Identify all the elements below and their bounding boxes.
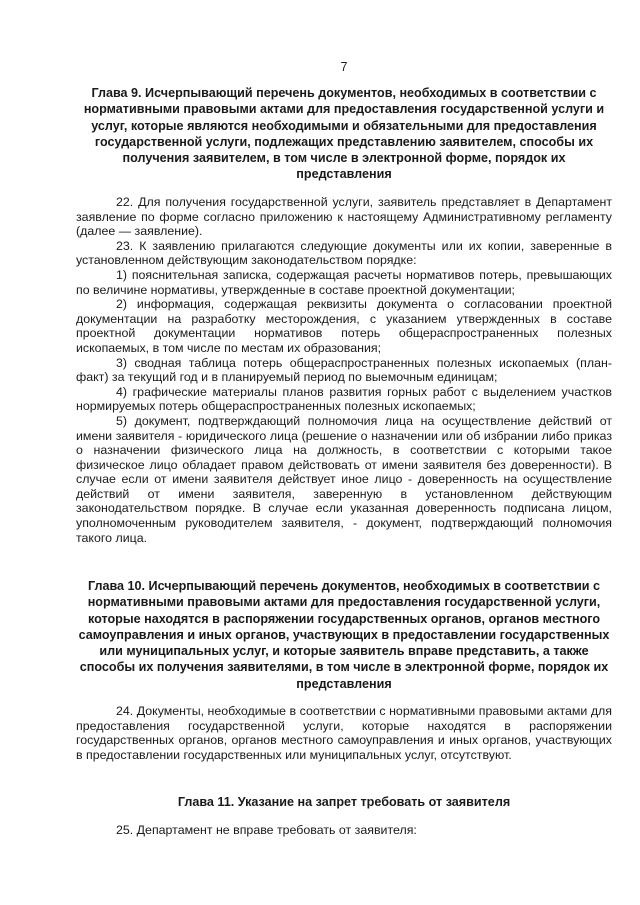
- chapter-10-heading: Глава 10. Исчерпывающий перечень документов, необходимых в соответствии с нормативными правовыми актами для предоставления государственной услуги, которые находятся в распоряжении государственных органов, органов местного самоуправления и иных органов, участвующих в предоставлении государственных или муниципальных услуг, и которые заявитель вправе представить, а также способы их получения заявителями, в том числе в электронной форме, порядок их представления: [78, 579, 610, 691]
- list-item: 3) сводная таблица потерь общераспространенных полезных ископаемых (план-факт) за текущий год и в планируемый период по выемочным единицам;: [76, 355, 612, 385]
- list-item: 1) пояснительная записка, содержащая расчеты нормативов потерь, превышающих по величине нормативы, утвержденные в составе проектной документации;: [76, 267, 612, 297]
- list-item: 2) информация, содержащая реквизиты документа о согласовании проектной документации на разработку месторождения, с указанием утвержденных в составе проектной документации нормативов потерь общераспространенных полезных ископаемых, в том числе по местам их образования;: [76, 297, 612, 355]
- chapter-10-body: [76, 704, 612, 762]
- chapter-11-section: [76, 794, 612, 810]
- paragraph-22: 22. Для получения государственной услуги, заявитель представляет в Департамент заявление по форме согласно приложению к настоящему Административному регламенту (далее — заявление).: [76, 195, 612, 239]
- chapter-9-heading: Глава 9. Исчерпывающий перечень документов, необходимых в соответствии с нормативными правовыми актами для предоставления государственной услуги и услуг, которые являются необходимыми и обязательными для предоставления государственной услуги, подлежащих представлению заявителем, способы их получения заявителем, в том числе в электронной форме, порядок их представления: [83, 86, 605, 182]
- paragraph-23: 23. К заявлению прилагаются следующие документы или их копии, заверенные в установленном действующим законодательством порядке:: [76, 238, 612, 268]
- chapter-9-body: [76, 195, 612, 545]
- chapter-10-section: [76, 578, 612, 692]
- chapter-9-section: [76, 85, 612, 183]
- list-item: 5) документ, подтверждающий полномочия лица на осуществление действий от имени заявителя - юридического лица (решение о назначении или об избрании либо приказ о назначении физического лица на должность, в соответствии с которыми такое физическое лицо обладает правом действовать от имени заявителя без доверенности). В случае если от имени заявителя действует иное лицо - доверенность на осуществление действий от имени заявителя, заверенную в установленном действующим законодательством порядке. В случае если указанная доверенность подписана лицом, уполномоченным руководителем заявителя, - документ, подтверждающий полномочия такого лица.: [76, 413, 612, 545]
- paragraph-24: 24. Документы, необходимые в соответствии с нормативными правовыми актами для предоставления государственной услуги, которые находятся в распоряжении государственных органов, органов местного самоуправления и иных органов, участвующих в предоставлении государственных или муниципальных услуг, отсутствуют.: [76, 704, 612, 762]
- chapter-11-body: [76, 823, 612, 838]
- paragraph-25: 25. Департамент не вправе требовать от заявителя:: [116, 823, 417, 837]
- page-number: 7: [340, 60, 348, 74]
- list-item: 4) графические материалы планов развития горных работ с выделением участков нормируемых потерь общераспространенных полезных ископаемых;: [76, 384, 612, 414]
- chapter-11-heading: Глава 11. Указание на запрет требовать от заявителя: [177, 795, 511, 809]
